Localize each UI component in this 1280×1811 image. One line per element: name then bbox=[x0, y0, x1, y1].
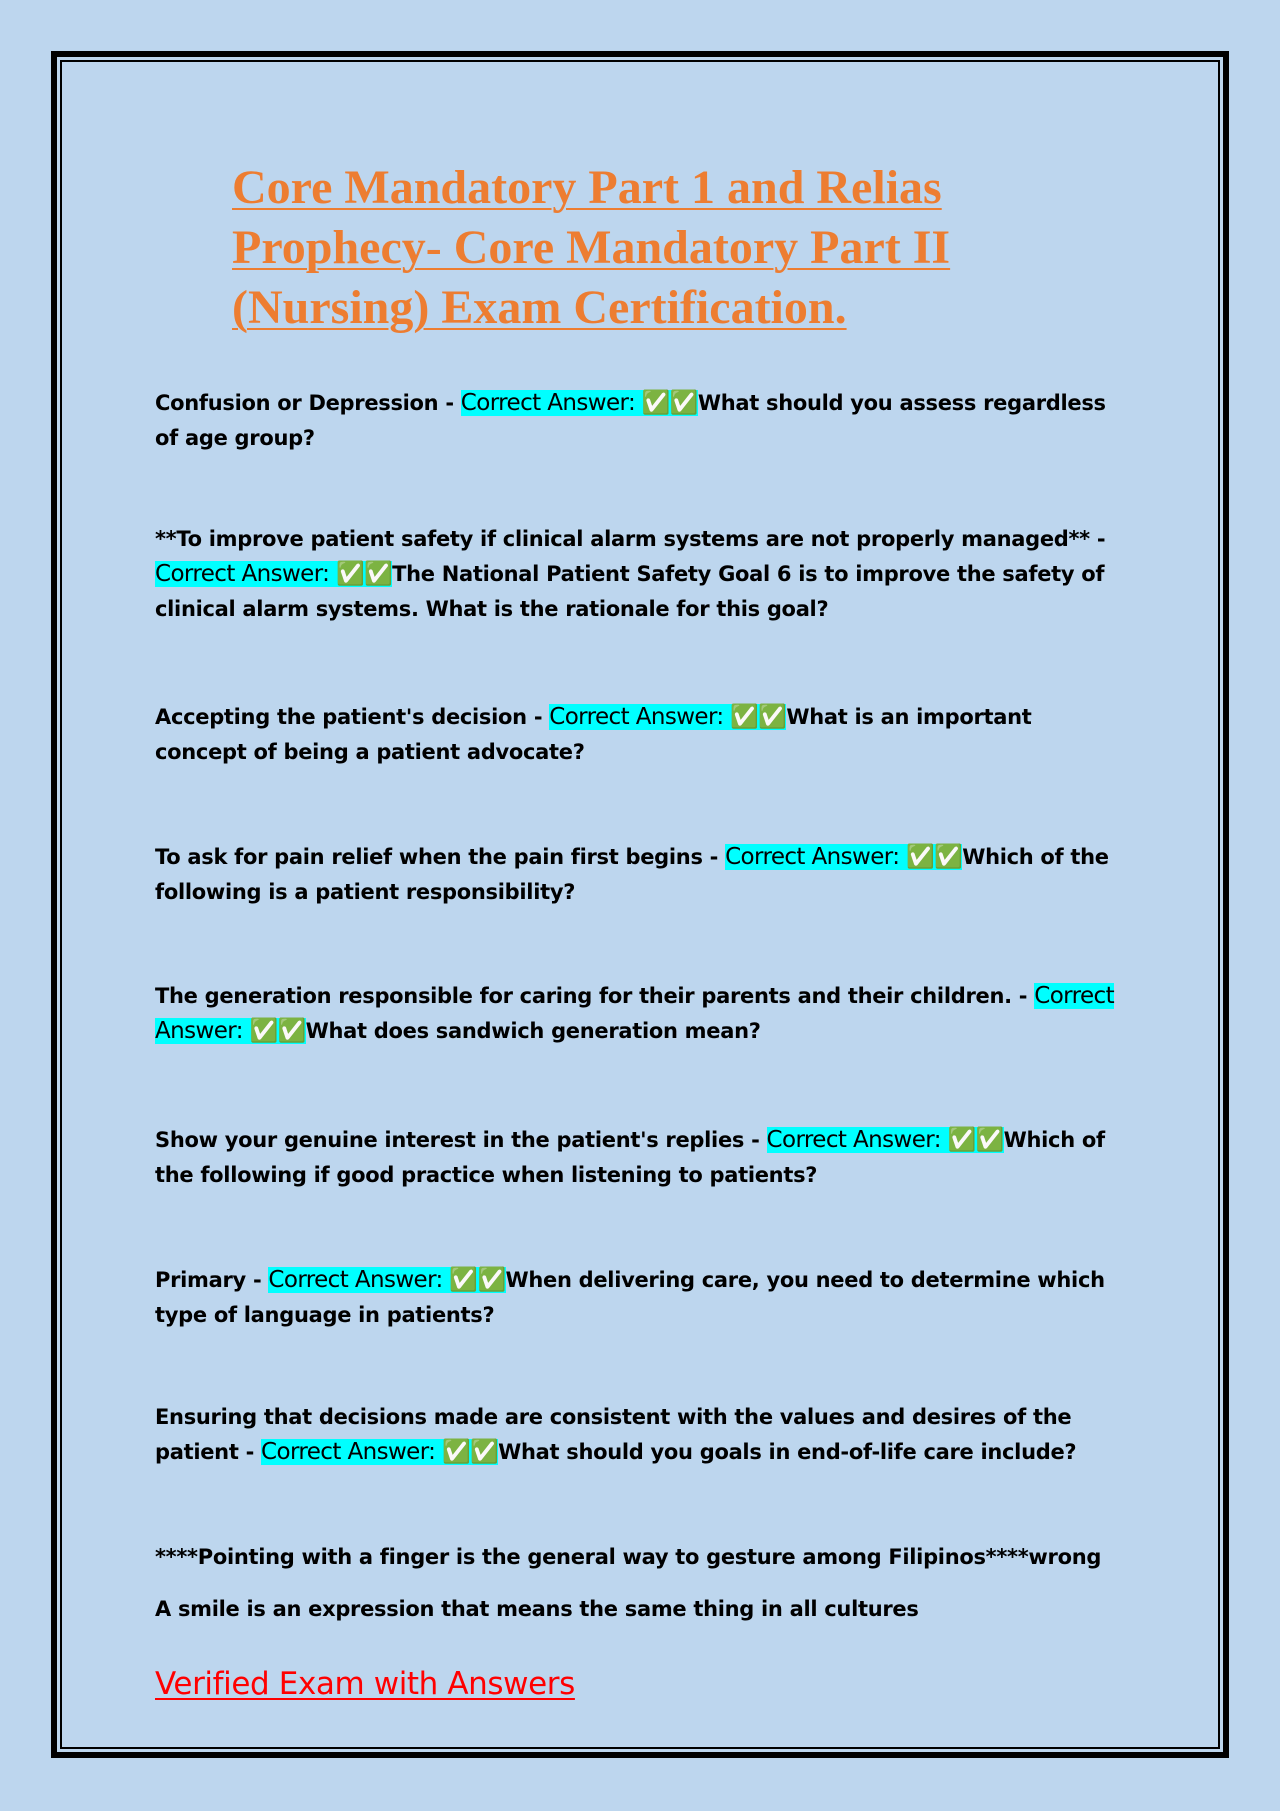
qa-item bbox=[155, 1263, 1125, 1333]
qa-item bbox=[155, 1123, 1125, 1193]
correct-answer-label: Correct Answer: ✅✅ bbox=[155, 561, 393, 587]
qa-question: Which of the following if good practice when listening to patients? bbox=[155, 1128, 1105, 1187]
qa-question: What is an important concept of being a patient advocate? bbox=[155, 705, 1032, 764]
qa-question: What does sandwich generation mean? bbox=[305, 1019, 761, 1043]
qa-question: When delivering care, you need to determine which type of language in patients? bbox=[155, 1268, 1105, 1327]
qa-answer: To ask for pain relief when the pain first begins - bbox=[155, 845, 726, 869]
verified-exam-link[interactable]: Verified Exam with Answers bbox=[155, 1666, 575, 1702]
qa-answer: Accepting the patient's decision - bbox=[155, 705, 550, 729]
correct-answer-label: Correct Answer: ✅✅ bbox=[460, 390, 698, 416]
correct-answer-label: Correct Answer: ✅✅ bbox=[268, 1267, 506, 1293]
qa-question: The National Patient Safety Goal 6 is to improve the safety of clinical alarm systems. What is the rationale for this goal? bbox=[155, 562, 1105, 621]
qa-question: What should you goals in end-of-life care include? bbox=[498, 1440, 1077, 1464]
qa-item bbox=[155, 1400, 1125, 1470]
qa-item bbox=[155, 840, 1125, 910]
qa-answer: Show your genuine interest in the patient's replies - bbox=[155, 1128, 767, 1152]
qa-item bbox=[155, 522, 1125, 627]
qa-answer: Ensuring that decisions made are consistent with the values and desires of the patient - bbox=[155, 1405, 1072, 1464]
correct-answer-label: Correct Answer: ✅✅ bbox=[549, 704, 787, 730]
correct-answer-label: Correct Answer: ✅✅ bbox=[155, 983, 1114, 1044]
qa-question: Which of the following is a patient responsibility? bbox=[155, 845, 1109, 904]
correct-answer-label: Correct Answer: ✅✅ bbox=[261, 1439, 499, 1465]
qa-question: What should you assess regardless of age group? bbox=[155, 391, 1106, 450]
correct-answer-label: Correct Answer: ✅✅ bbox=[766, 1127, 1004, 1153]
statement-line: ****Pointing with a finger is the general way to gesture among Filipinos****wrong bbox=[155, 1545, 1102, 1569]
qa-answer: The generation responsible for caring for their parents and their children. - bbox=[155, 984, 1035, 1008]
qa-item bbox=[155, 979, 1125, 1049]
qa-answer: Primary - bbox=[155, 1268, 269, 1292]
correct-answer-label: Correct Answer: ✅✅ bbox=[725, 844, 963, 870]
qa-answer: Confusion or Depression - bbox=[155, 391, 461, 415]
document-title: Core Mandatory Part 1 and Relias Prophecy- Core Mandatory Part II (Nursing) Exam Certification. bbox=[232, 161, 951, 334]
qa-answer: **To improve patient safety if clinical alarm systems are not properly managed** - bbox=[155, 527, 1106, 551]
qa-item bbox=[155, 700, 1125, 770]
qa-item bbox=[155, 386, 1125, 456]
statement-line: A smile is an expression that means the same thing in all cultures bbox=[155, 1597, 919, 1621]
